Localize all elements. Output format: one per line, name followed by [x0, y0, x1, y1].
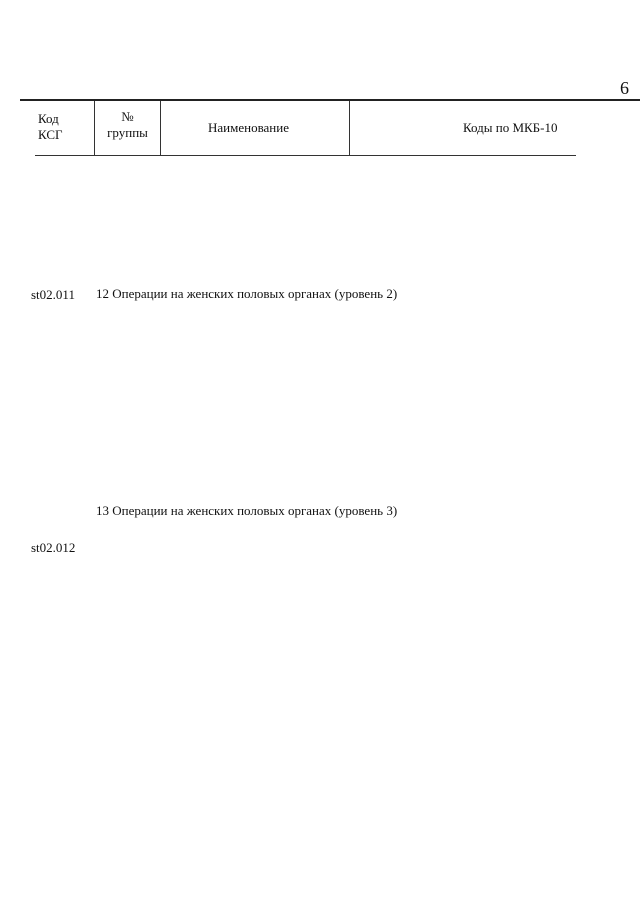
row-ksg-code: st02.011 — [31, 287, 75, 302]
header-ksg-code-line1: Код — [38, 111, 59, 126]
row-group-title — [96, 503, 397, 519]
column-divider — [349, 101, 350, 155]
header-group-number-line1: № — [121, 109, 134, 124]
column-divider — [160, 101, 161, 155]
header-ksg-code-line2: КСГ — [38, 127, 63, 142]
header-group-number-line2: группы — [107, 125, 148, 140]
header-ksg-code — [38, 111, 63, 143]
header-group-number — [95, 109, 160, 141]
header-top-rule — [20, 99, 640, 101]
page-number: 6 — [620, 78, 629, 98]
row-ksg-code: st02.012 — [31, 540, 76, 555]
row-group-name: Операции на женских половых органах (уровень 2) — [112, 286, 398, 301]
row-group-number: 12 — [96, 286, 109, 301]
header-mkb-codes: Коды по МКБ-10 — [463, 120, 558, 135]
row-group-name: Операции на женских половых органах (уровень 3) — [112, 503, 398, 518]
header-name: Наименование — [208, 120, 289, 135]
header-bottom-rule — [35, 155, 576, 156]
row-group-number: 13 — [96, 503, 109, 518]
row-group-title — [96, 286, 397, 302]
